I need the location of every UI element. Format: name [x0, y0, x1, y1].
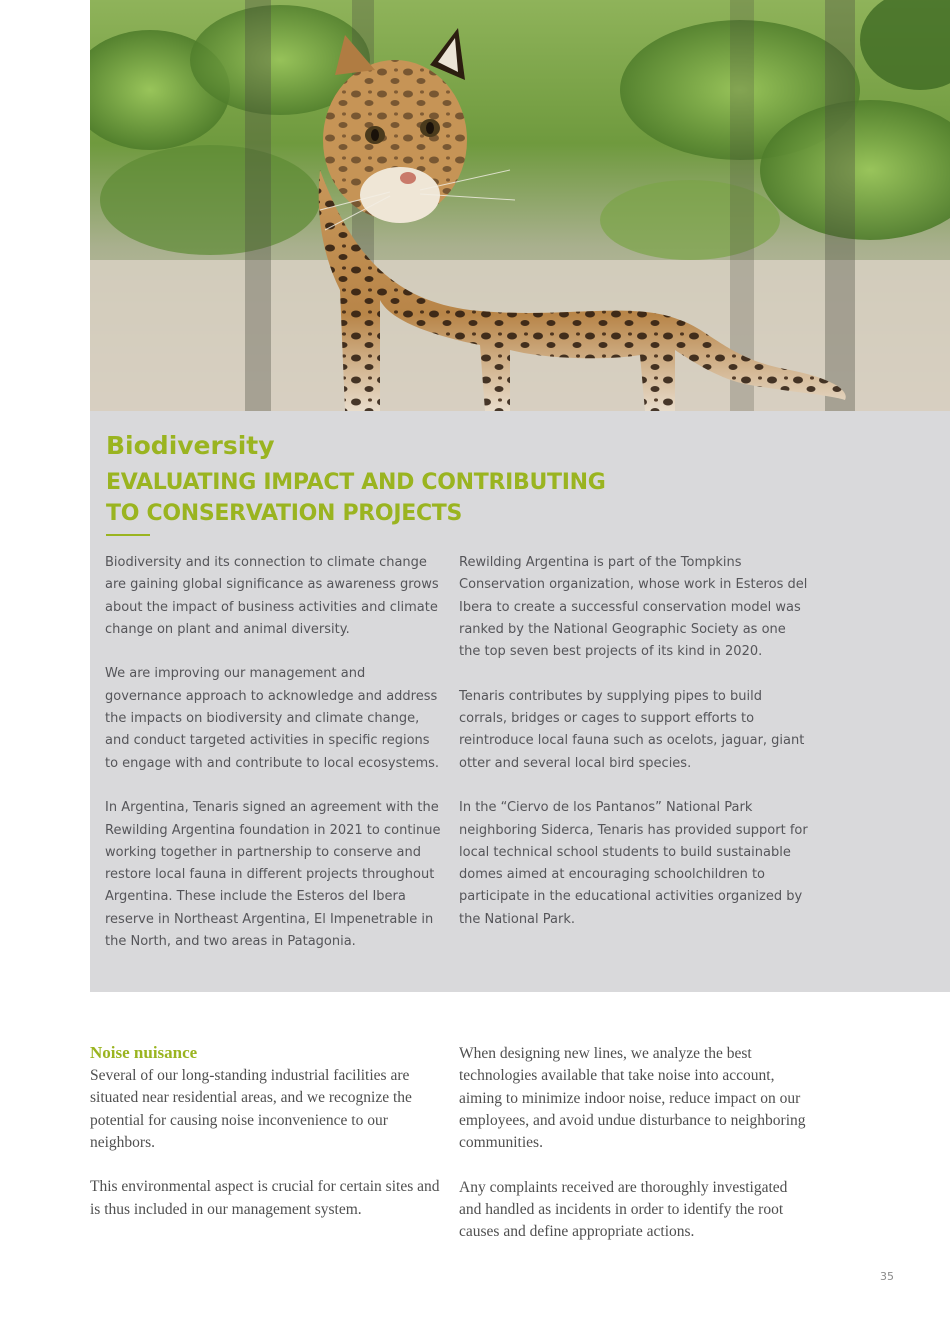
paragraph: Tenaris contributes by supplying pipes to build corrals, bridges or cages to support efforts to reintroduce local fauna such as ocelots, jaguar, giant otter and several local bird species.	[459, 688, 805, 771]
paragraph: Rewilding Argentina is part of the Tompkins Conservation organization, whose work in Esteros del Ibera to create a successful conservation model was ranked by the National Geographic Society as one the top seven best projects of its kind in 2020.	[459, 555, 808, 660]
ocelot-photo	[90, 0, 950, 411]
section-title: Biodiversity	[106, 431, 275, 460]
page-number: 35	[880, 1270, 894, 1283]
paragraph: This environmental aspect is crucial for certain sites and is thus included in our management system.	[90, 1178, 440, 1218]
paragraph: We are improving our management and governance approach to acknowledge and address the impacts on biodiversity and climate change, and conduct targeted activities in specific regions to engage with and contribute to local ecosystems.	[105, 666, 440, 771]
paragraph: When designing new lines, we analyze the best technologies available that take noise into account, aiming to minimize indoor noise, reduce impact on our employees, and avoid undue disturbance to neighboring communities.	[459, 1045, 806, 1152]
biodiversity-right-column	[459, 552, 809, 953]
paragraph: In Argentina, Tenaris signed an agreement with the Rewilding Argentina foundation in 2021 to continue working together in partnership to conserve and restore local fauna in different projects throughout Argentina. These include the Esteros del Ibera reserve in Northeast Argentina, El Impenetrable in the North, and two areas in Patagonia.	[105, 800, 441, 950]
noise-left-column	[90, 1041, 440, 1243]
section-subtitle: EVALUATING IMPACT AND CONTRIBUTING TO CONSERVATION PROJECTS	[106, 470, 606, 526]
noise-heading: Noise nuisance	[90, 1043, 198, 1062]
biodiversity-panel	[90, 411, 950, 992]
paragraph: Several of our long-standing industrial facilities are situated near residential areas, and we recognize the potential for causing noise inconvenience to our neighbors.	[90, 1067, 412, 1151]
paragraph: In the “Ciervo de los Pantanos” National Park neighboring Siderca, Tenaris has provided support for local technical school students to build sustainable domes aimed at encouraging schoolchildren to participate in the educational activities organized by the National Park.	[459, 800, 808, 927]
paragraph: Any complaints received are thoroughly investigated and handled as incidents in order to identify the root causes and define appropriate actions.	[459, 1178, 788, 1241]
paragraph: Biodiversity and its connection to climate change are gaining global significance as awareness grows about the impact of business activities and climate change on plant and animal diversity.	[105, 555, 439, 637]
accent-divider	[106, 534, 150, 536]
biodiversity-left-column	[105, 552, 445, 976]
noise-right-column	[459, 1043, 809, 1266]
